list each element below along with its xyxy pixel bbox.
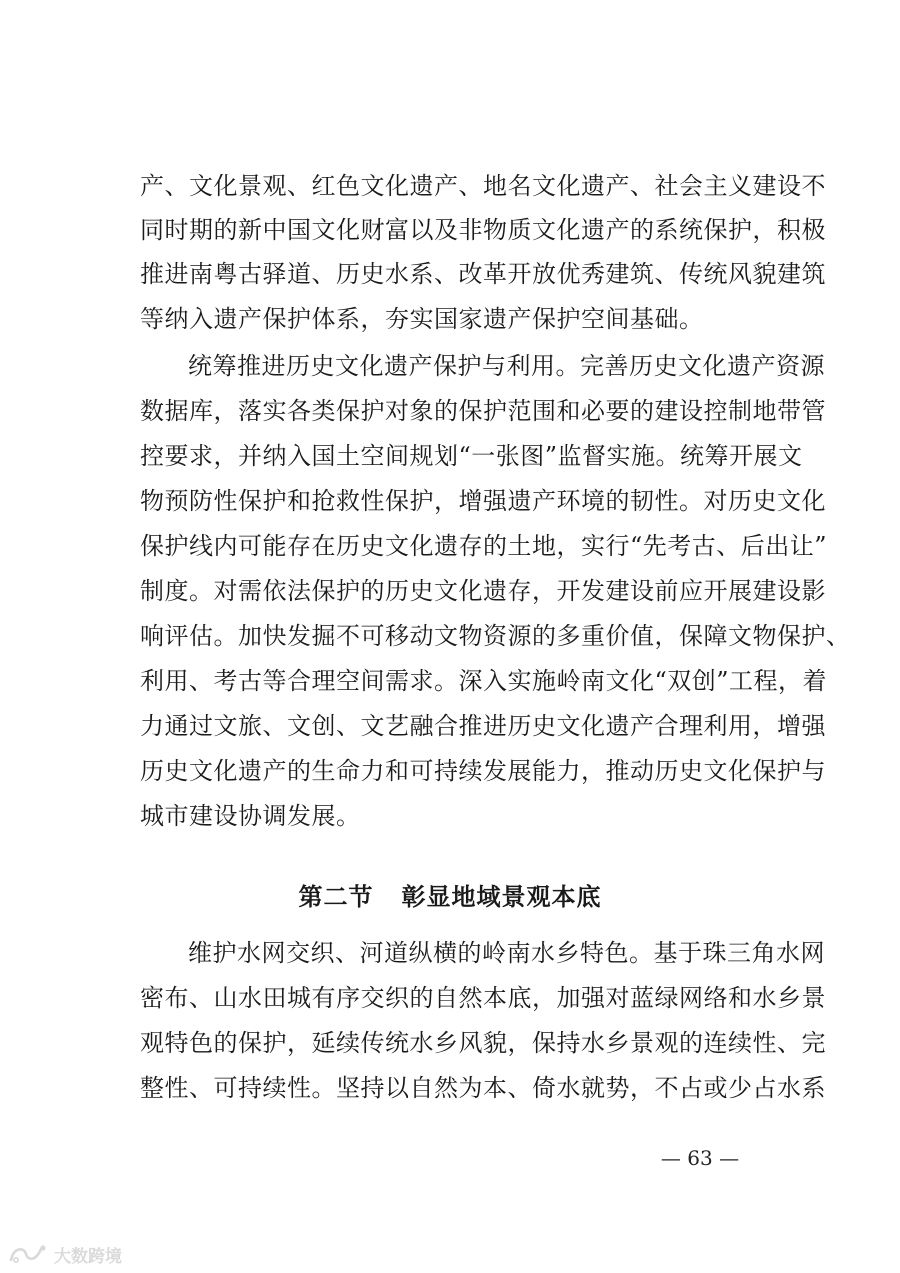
page-number: — 63 — [660, 1146, 740, 1170]
body-line-7: 控要求，并纳入国土空间规划“一张图”监督实施。统筹开展文 [140, 442, 803, 470]
body-line-18: 观特色的保护，延续传统水乡风貌，保持水乡景观的连续性、完 [140, 1029, 826, 1057]
body-line-4: 等纳入遗产保护体系，夯实国家遗产保护空间基础。 [140, 305, 704, 333]
section-heading [0, 882, 900, 912]
body-line-6: 数据库，落实各类保护对象的保护范围和必要的建设控制地带管 [140, 397, 826, 425]
body-line-13: 力通过文旅、文创、文艺融合推进历史文化遗产合理利用，增强 [140, 712, 826, 740]
body-line-8: 物预防性保护和抢救性保护，增强遗产环境的韧性。对历史文化 [140, 487, 826, 515]
body-line-19: 整性、可持续性。坚持以自然为本、倚水就势，不占或少占水系 [140, 1074, 826, 1102]
watermark [8, 1241, 122, 1267]
brand-logo-icon [8, 1243, 48, 1265]
body-line-14: 历史文化遗产的生命力和可持续发展能力，推动历史文化保护与 [140, 757, 826, 785]
body-line-12: 利用、考古等合理空间需求。深入实施岭南文化“双创”工程，着 [140, 667, 828, 695]
paragraph-lead-line-2: 维护水网交织、河道纵横的岭南水乡特色。基于珠三角水网 [188, 939, 825, 967]
section-number: 第二节 [298, 883, 374, 911]
body-line-11: 响评估。加快发掘不可移动文物资源的多重价值，保障文物保护、 [140, 622, 851, 650]
body-line-17: 密布、山水田城有序交织的自然本底，加强对蓝绿网络和水乡景 [140, 984, 826, 1012]
paragraph-lead-line: 统筹推进历史文化遗产保护与利用。完善历史文化遗产资源 [188, 352, 825, 380]
watermark-text: 大数跨境 [54, 1246, 122, 1267]
section-title: 彰显地域景观本底 [401, 883, 602, 911]
body-line-10: 制度。对需依法保护的历史文化遗存，开发建设前应开展建设影 [140, 577, 826, 605]
body-line-1: 产、文化景观、红色文化遗产、地名文化遗产、社会主义建设不 [140, 172, 826, 200]
body-line-2: 同时期的新中国文化财富以及非物质文化遗产的系统保护，积极 [140, 216, 826, 244]
body-line-9: 保护线内可能存在历史文化遗存的土地，实行“先考古、后出让” [140, 532, 828, 560]
body-line-3: 推进南粤古驿道、历史水系、改革开放优秀建筑、传统风貌建筑 [140, 260, 826, 288]
body-line-15: 城市建设协调发展。 [140, 802, 361, 830]
